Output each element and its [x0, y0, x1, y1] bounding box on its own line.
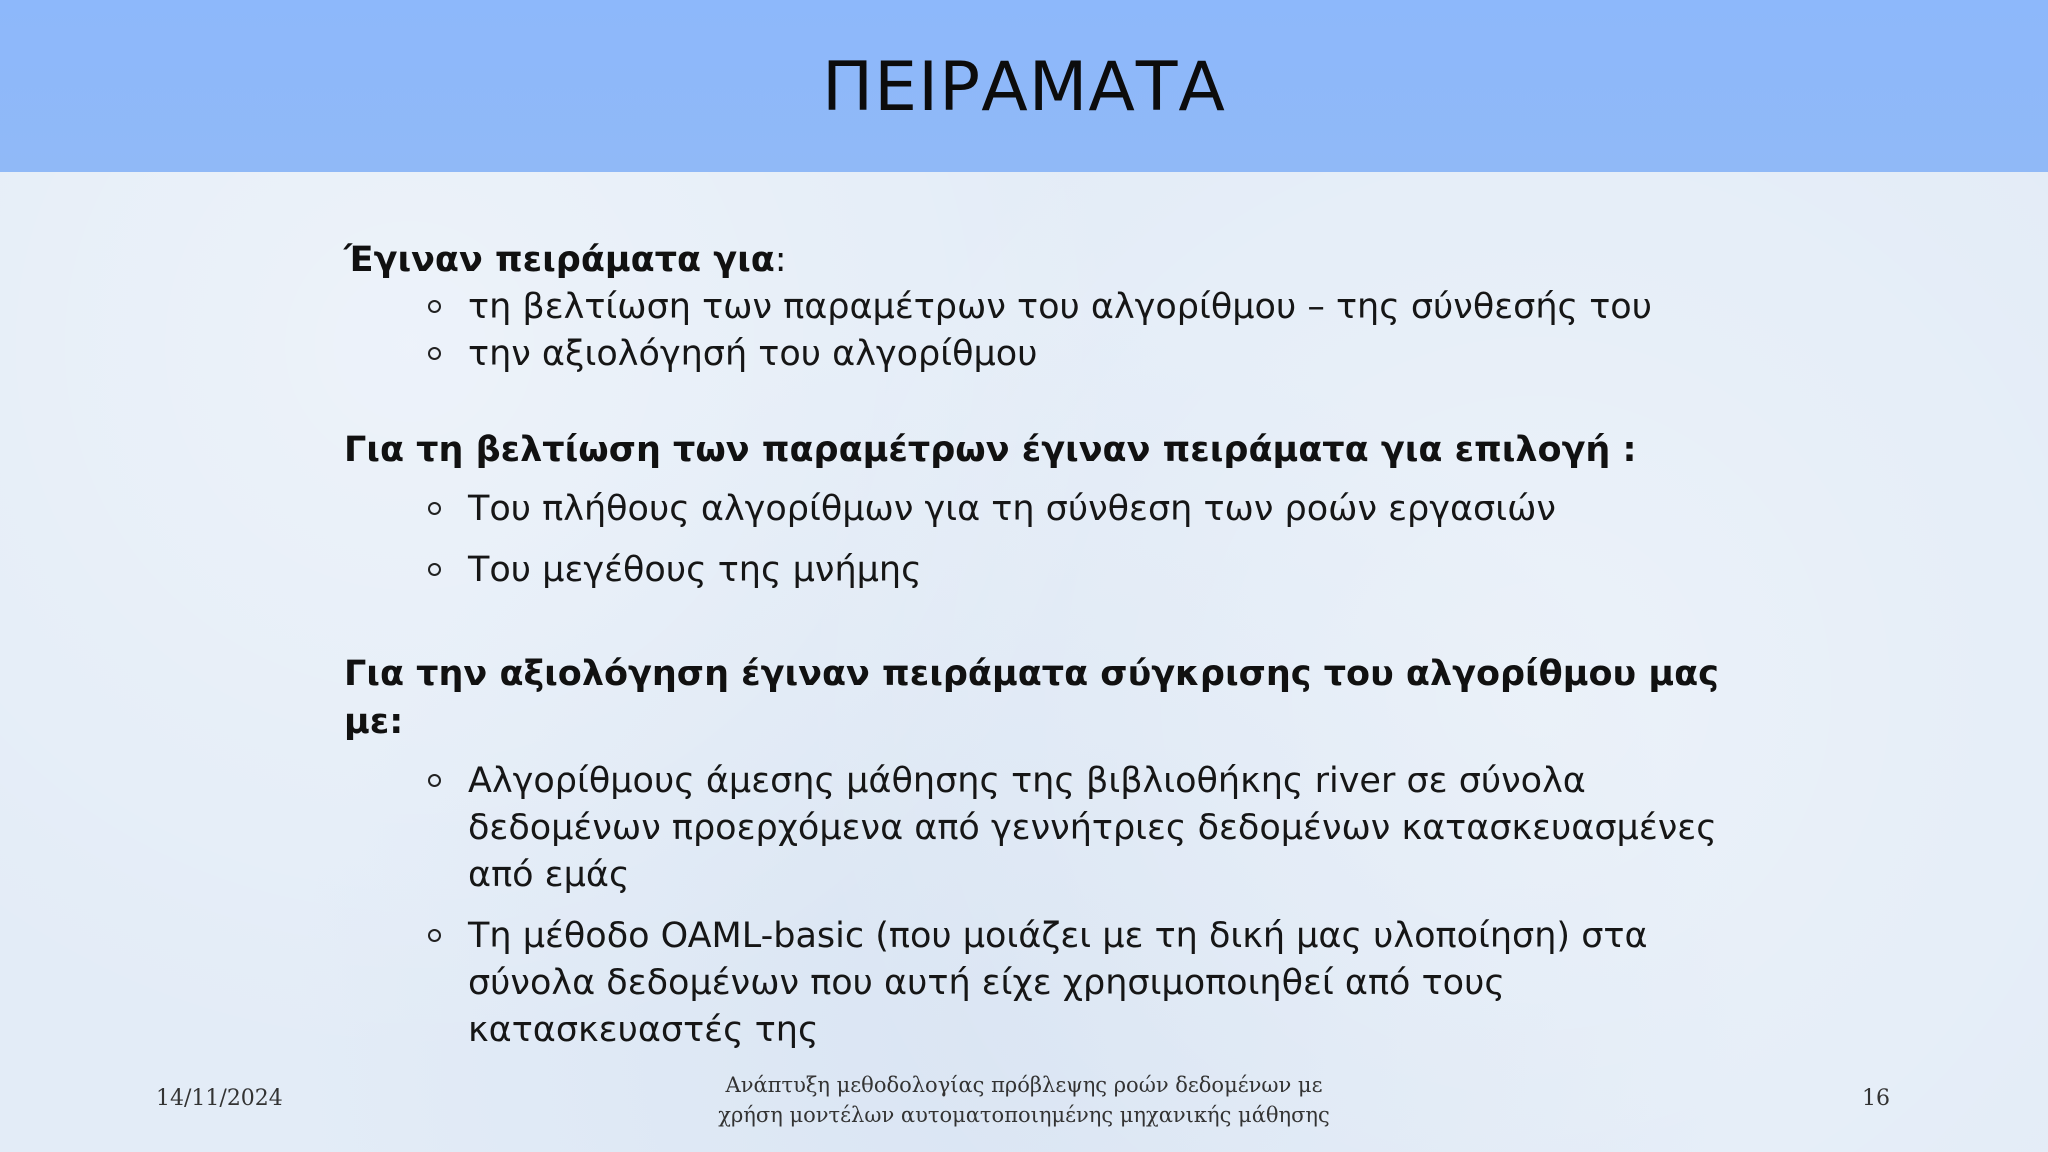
- list-item-text: Του μεγέθους της μνήμης: [468, 550, 922, 590]
- circle-bullet-icon: [428, 300, 441, 313]
- circle-bullet-icon: [428, 563, 441, 576]
- section3-list: [344, 758, 1744, 1054]
- section2-heading-text: Για τη βελτίωση των παραμέτρων έγιναν πειράματα για επιλογή :: [344, 430, 1637, 470]
- list-item: [428, 331, 1744, 378]
- circle-bullet-icon: [428, 774, 441, 787]
- section2-heading: [344, 426, 1744, 474]
- list-item: [428, 913, 1744, 1054]
- circle-bullet-icon: [428, 347, 441, 360]
- section1-list: [344, 284, 1744, 378]
- section1-heading-text: Έγιναν πειράματα για: [344, 240, 775, 280]
- circle-bullet-icon: [428, 929, 441, 942]
- footer-title: [624, 1070, 1424, 1130]
- footer-title-line2: χρήση μοντέλων αυτοματοποιημένης μηχανικής μάθησης: [718, 1103, 1330, 1127]
- section3-heading: [344, 650, 1744, 746]
- circle-bullet-icon: [428, 502, 441, 515]
- section2-list: [344, 486, 1744, 594]
- list-item: [428, 284, 1744, 331]
- footer-date: 14/11/2024: [156, 1086, 283, 1111]
- list-item-text: τη βελτίωση των παραμέτρων του αλγορίθμου – της σύνθεσής του: [468, 287, 1652, 327]
- section3-heading-text: Για την αξιολόγηση έγιναν πειράματα σύγκρισης του αλγορίθμου μας με:: [344, 654, 1719, 742]
- section1-heading: [344, 236, 1744, 284]
- list-item-text: την αξιολόγησή του αλγορίθμου: [468, 334, 1038, 374]
- list-item-text: Αλγορίθμους άμεσης μάθησης της βιβλιοθήκης river σε σύνολα δεδομένων προερχόμενα από γεννήτριες δεδομένων κατασκευασμένες από εμάς: [468, 761, 1717, 895]
- section1-heading-colon: :: [774, 240, 787, 280]
- list-item-text: Τη μέθοδο OAML-basic (που μοιάζει με τη δική μας υλοποίηση) στα σύνολα δεδομένων που αυτή είχε χρησιμοποιηθεί από τους κατασκευαστές της: [468, 916, 1648, 1050]
- footer-title-line1: Ανάπτυξη μεθοδολογίας πρόβλεψης ροών δεδομένων με: [725, 1073, 1323, 1097]
- list-item-text: Του πλήθους αλγορίθμων για τη σύνθεση των ροών εργασιών: [468, 489, 1556, 529]
- slide-title: ΠΕΙΡΑΜΑΤΑ: [822, 48, 1226, 127]
- list-item: [428, 758, 1744, 899]
- slide-content: [344, 236, 1744, 1068]
- page-number: 16: [1862, 1086, 1890, 1111]
- list-item: [428, 486, 1744, 533]
- list-item: [428, 547, 1744, 594]
